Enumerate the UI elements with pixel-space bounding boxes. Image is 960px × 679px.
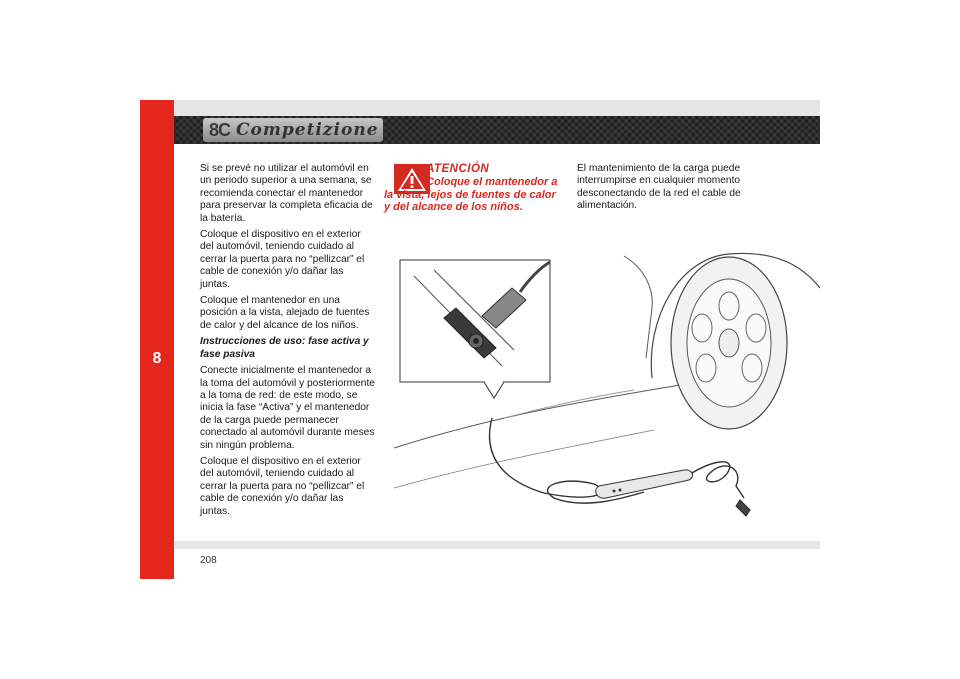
footer-bar <box>174 541 820 549</box>
chapter-side-band <box>140 100 174 579</box>
paragraph: Conecte inicialmente el mantenedor a la toma del automóvil y posteriormente a la toma de red: de este modo, se inicia la fase “Activa” y el mantenedor de la carga puede permanecer conectado al automóvil durante meses sin ningún problema. <box>200 365 375 451</box>
battery-maintainer-unit <box>596 470 693 498</box>
logo-wordmark: Competizione <box>236 120 379 140</box>
page-number: 208 <box>200 555 217 566</box>
warning-title: ATENCIÓN <box>426 163 490 175</box>
text-column-right <box>577 163 747 217</box>
mains-plug <box>736 500 750 516</box>
chapter-number: 8 <box>152 350 162 367</box>
detail-inset <box>400 260 550 398</box>
brand-logo <box>203 118 383 142</box>
paragraph: Coloque el dispositivo en el exterior del automóvil, teniendo cuidado al cerrar la puerta para no “pellizcar” el cable de conexión y/o dañar las juntas. <box>200 229 365 290</box>
paragraph: Si se prevé no utilizar el automóvil en un periodo superior a una semana, se recomienda conectar el mantenedor para preservar la completa eficacia de la batería. <box>200 163 373 224</box>
battery-maintainer-illustration <box>384 248 820 534</box>
section-subheading: Instrucciones de uso: fase activa y fase pasiva <box>200 336 369 360</box>
header-bar <box>174 100 820 116</box>
text-column-left <box>200 163 376 522</box>
wheel-hub <box>719 329 739 357</box>
paragraph: Coloque el dispositivo en el exterior del automóvil, teniendo cuidado al cerrar la puerta para no “pellizcar” el cable de conexión y/o dañar las juntas. <box>200 455 365 517</box>
logo-mark: 8C <box>209 119 231 140</box>
paragraph: Coloque el mantenedor en una posición a la vista, alejado de fuentes de calor y del alcance de los niños. <box>200 295 370 331</box>
warning-text: Coloque el mantenedor a la vista, lejos de fuentes de calor y del alcance de los niños. <box>384 176 558 213</box>
paragraph: El mantenimiento de la carga puede interrumpirse en cualquier momento desconectando de la red el cable de alimentación. <box>577 163 741 212</box>
